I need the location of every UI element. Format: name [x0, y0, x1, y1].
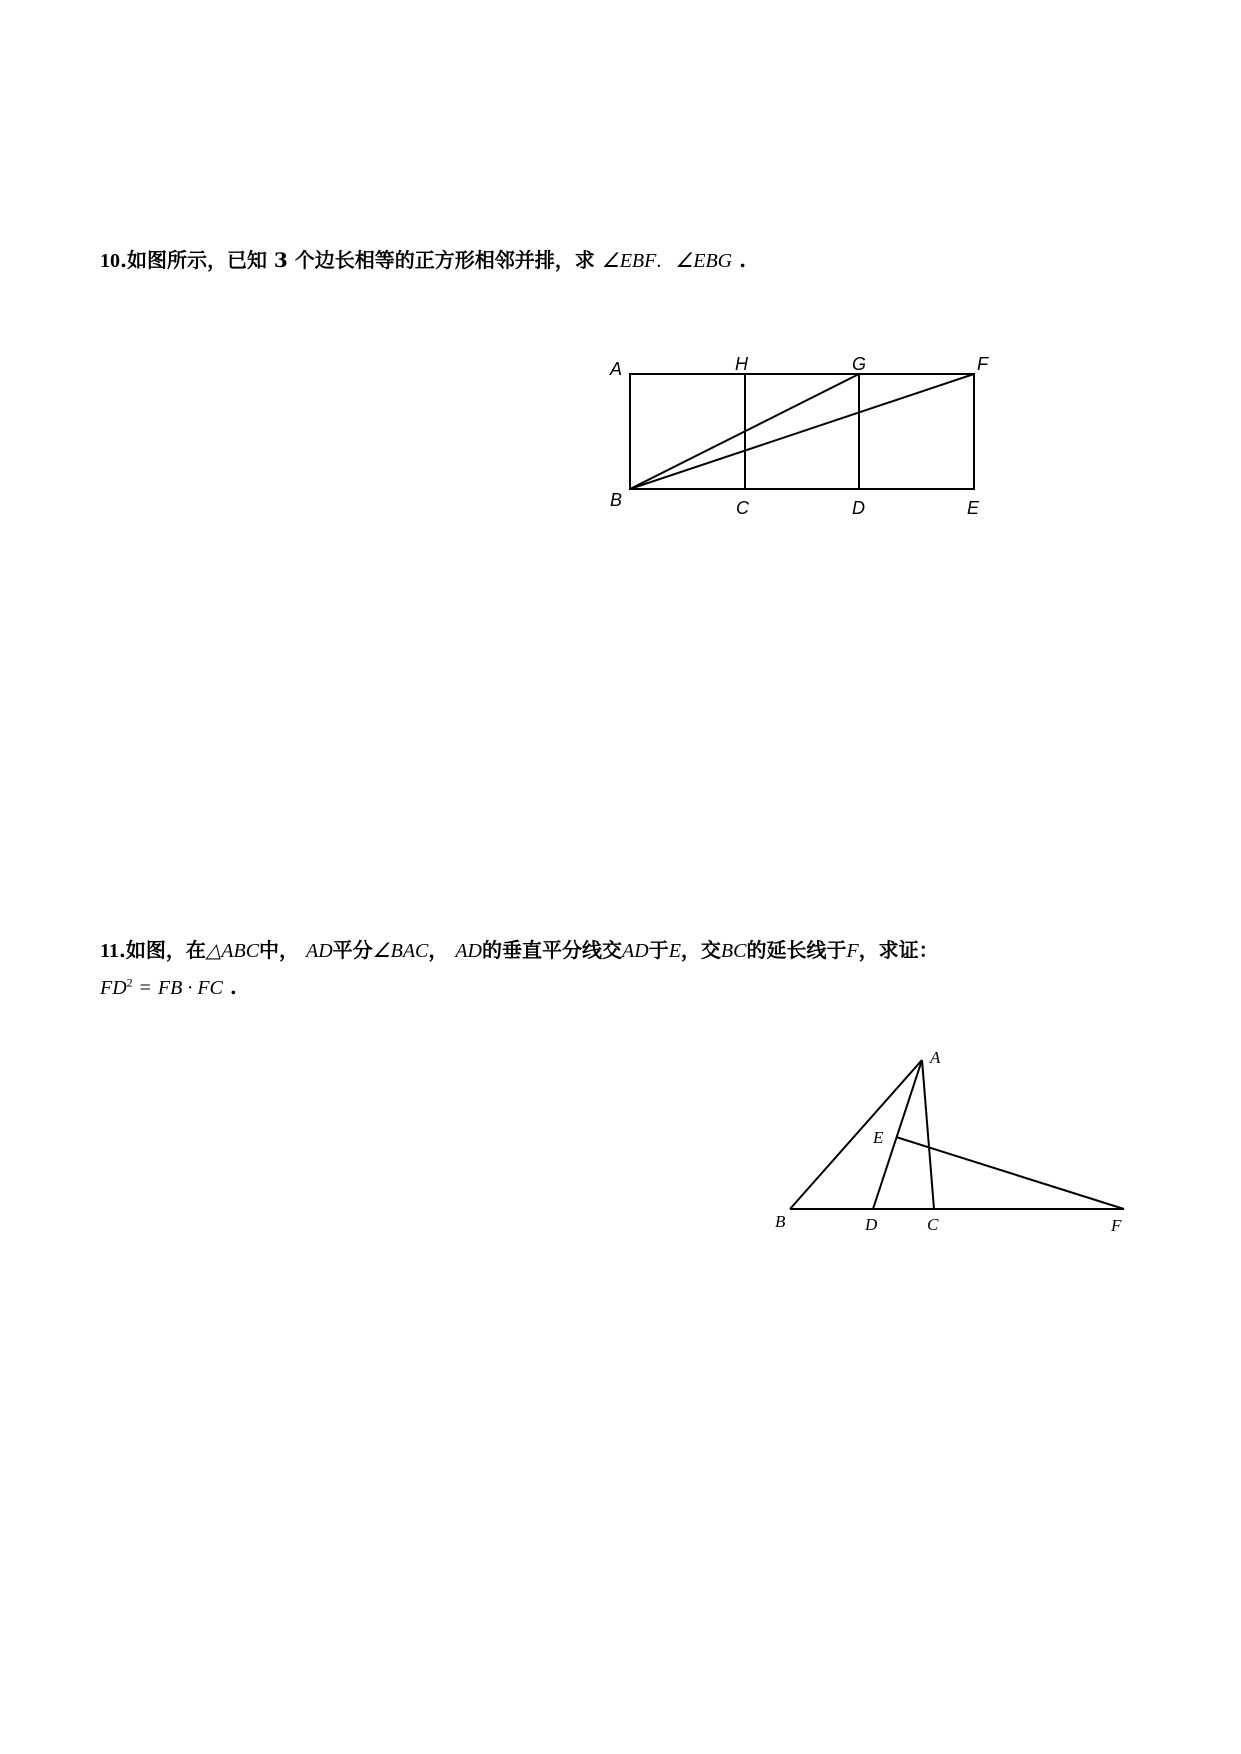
text: 平分	[332, 938, 373, 962]
period: .	[739, 248, 747, 272]
label-h: H	[735, 354, 748, 374]
angle-bac: ∠BAC	[372, 940, 429, 962]
label-c: C	[927, 1215, 939, 1234]
label-d: D	[865, 1215, 878, 1234]
text: 于	[648, 938, 669, 962]
label-f: F	[1111, 1216, 1122, 1235]
problem-text: .如图所示，已知 3 个边长相等的正方形相邻并排，求	[120, 248, 595, 272]
separator: .	[656, 250, 662, 272]
label-a: A	[930, 1048, 941, 1067]
text: 的垂直平分线交	[482, 938, 623, 962]
label-e: E	[967, 498, 980, 518]
point-f: F	[846, 940, 859, 962]
label-f: F	[977, 354, 988, 374]
text: ，交	[680, 938, 721, 962]
angle-ebf: ∠EBF	[601, 250, 657, 272]
label-g: G	[852, 354, 867, 374]
label-c: C	[736, 498, 749, 518]
segment-bc: BC	[720, 940, 747, 962]
text: 的延长线于	[746, 938, 847, 962]
product-fb-fc: FB · FC	[157, 977, 223, 999]
segment-ab	[790, 1060, 922, 1209]
text: .如图，在	[118, 938, 206, 962]
label-b: B	[610, 490, 623, 510]
text: 中，	[259, 938, 300, 962]
segment-ac	[922, 1060, 934, 1209]
period: .	[229, 975, 237, 999]
segment-ad: AD	[622, 940, 649, 962]
segment-ad: AD	[455, 940, 483, 962]
segment-fd: FD	[100, 977, 127, 999]
problem-number: 10	[100, 250, 120, 272]
text: ，求证：	[858, 938, 939, 962]
text: ，	[428, 938, 449, 962]
exponent: 2	[126, 975, 133, 990]
triangle-abc: △ABC	[205, 940, 260, 962]
label-a: A	[610, 359, 623, 379]
label-b: B	[775, 1212, 786, 1231]
equals-sign: =	[139, 977, 151, 999]
label-e: E	[873, 1128, 884, 1147]
angle-ebg: ∠EBG	[675, 250, 733, 272]
segment-ad: AD	[306, 940, 333, 962]
problem-number: 11	[100, 940, 119, 962]
point-e: E	[668, 940, 681, 962]
label-d: D	[852, 498, 865, 518]
